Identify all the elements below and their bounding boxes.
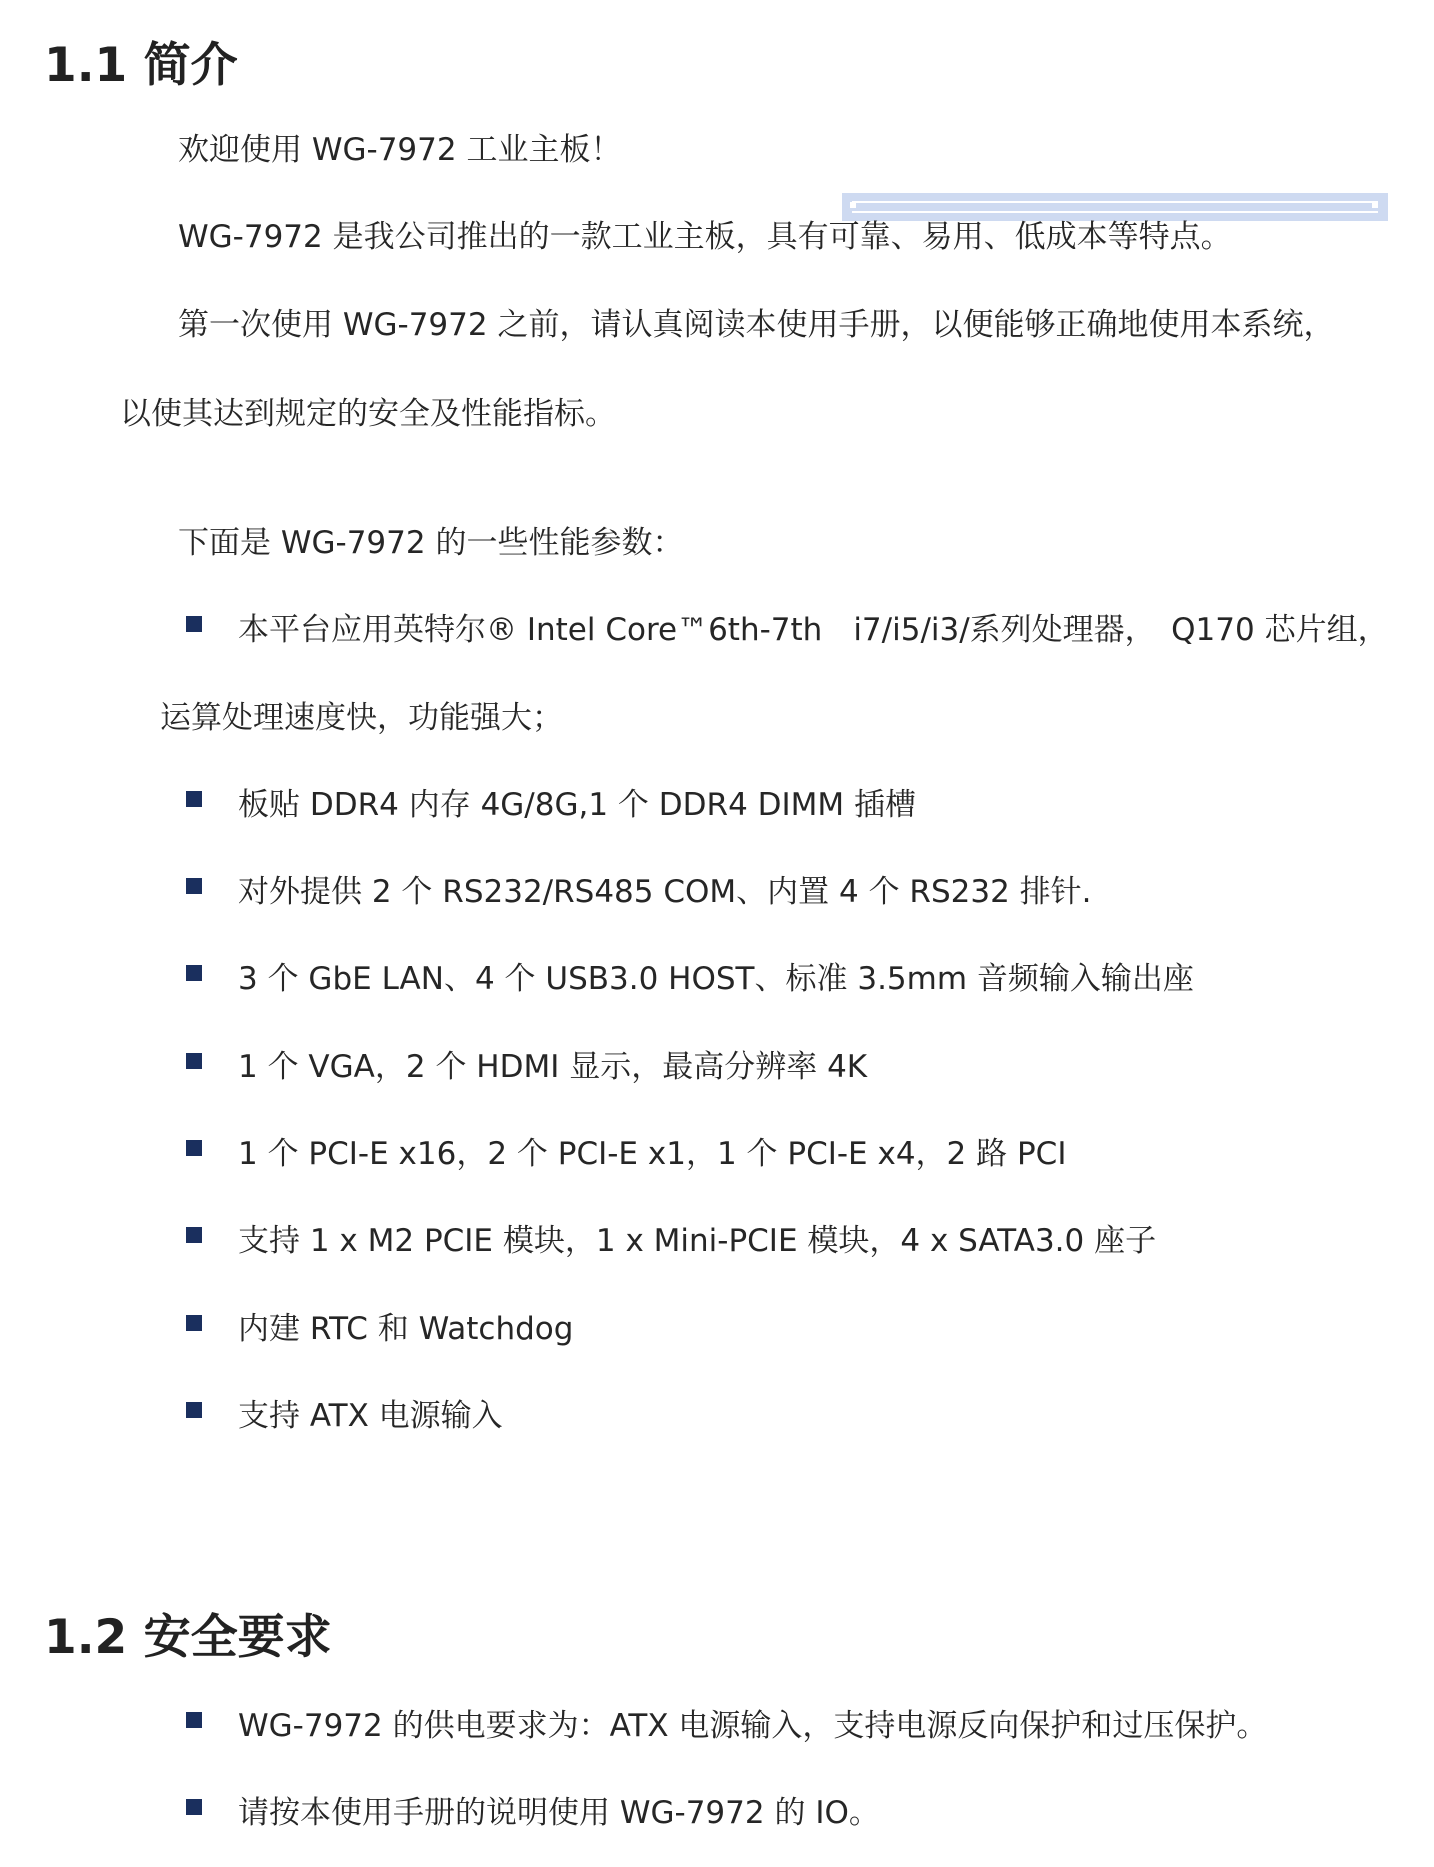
- bullet-square-icon: [186, 1227, 202, 1243]
- bullet-square-icon: [186, 1712, 202, 1728]
- bullet-square-icon: [186, 1402, 202, 1418]
- list-item-text: 内建 RTC 和 Watchdog: [238, 1311, 574, 1347]
- selection-handle-right: [1372, 202, 1378, 208]
- list-item-text: 本平台应用英特尔® Intel Core™6th-7th i7/i5/i3/系列处理器， Q170 芯片组，: [238, 612, 1389, 648]
- list-item-continuation: 运算处理速度快，功能强大；: [160, 700, 563, 736]
- welcome-paragraph: 欢迎使用 WG-7972 工业主板！: [178, 132, 622, 168]
- bullet-square-icon: [186, 791, 202, 807]
- bullet-square-icon: [186, 1140, 202, 1156]
- bullet-square-icon: [186, 965, 202, 981]
- intro-paragraph: WG-7972 是我公司推出的一款工业主板，具有可靠、易用、低成本等特点。: [178, 219, 1232, 255]
- bullet-square-icon: [186, 1053, 202, 1069]
- bullet-square-icon: [186, 1315, 202, 1331]
- params-intro-paragraph: 下面是 WG-7972 的一些性能参数：: [178, 525, 684, 561]
- list-item-text: 请按本使用手册的说明使用 WG-7972 的 IO。: [238, 1795, 880, 1831]
- bullet-square-icon: [186, 1799, 202, 1815]
- list-item-text: WG-7972 的供电要求为：ATX 电源输入，支持电源反向保护和过压保护。: [238, 1708, 1268, 1744]
- section-title-safety: 1.2 安全要求: [44, 1610, 332, 1665]
- list-item-text: 板贴 DDR4 内存 4G/8G,1 个 DDR4 DIMM 插槽: [238, 787, 917, 823]
- section-title-introduction: 1.1 简介: [44, 38, 238, 93]
- list-item-text: 1 个 VGA，2 个 HDMI 显示，最高分辨率 4K: [238, 1049, 868, 1085]
- first-use-paragraph-line-2: 以使其达到规定的安全及性能指标。: [120, 396, 616, 432]
- first-use-paragraph-line-1: 第一次使用 WG-7972 之前，请认真阅读本使用手册，以便能够正确地使用本系统，: [178, 307, 1335, 343]
- bullet-square-icon: [186, 616, 202, 632]
- list-item-text: 支持 1 x M2 PCIE 模块，1 x Mini-PCIE 模块，4 x SATA3.0 座子: [238, 1223, 1157, 1259]
- list-item-text: 支持 ATX 电源输入: [238, 1398, 503, 1434]
- list-item-text: 1 个 PCI-E x16，2 个 PCI-E x1，1 个 PCI-E x4，2 路 PCI: [238, 1136, 1067, 1172]
- bullet-square-icon: [186, 878, 202, 894]
- list-item-text: 对外提供 2 个 RS232/RS485 COM、内置 4 个 RS232 排针.: [238, 874, 1092, 910]
- selection-handle-left: [850, 202, 856, 208]
- list-item-text: 3 个 GbE LAN、4 个 USB3.0 HOST、标准 3.5mm 音频输入输出座: [238, 961, 1194, 997]
